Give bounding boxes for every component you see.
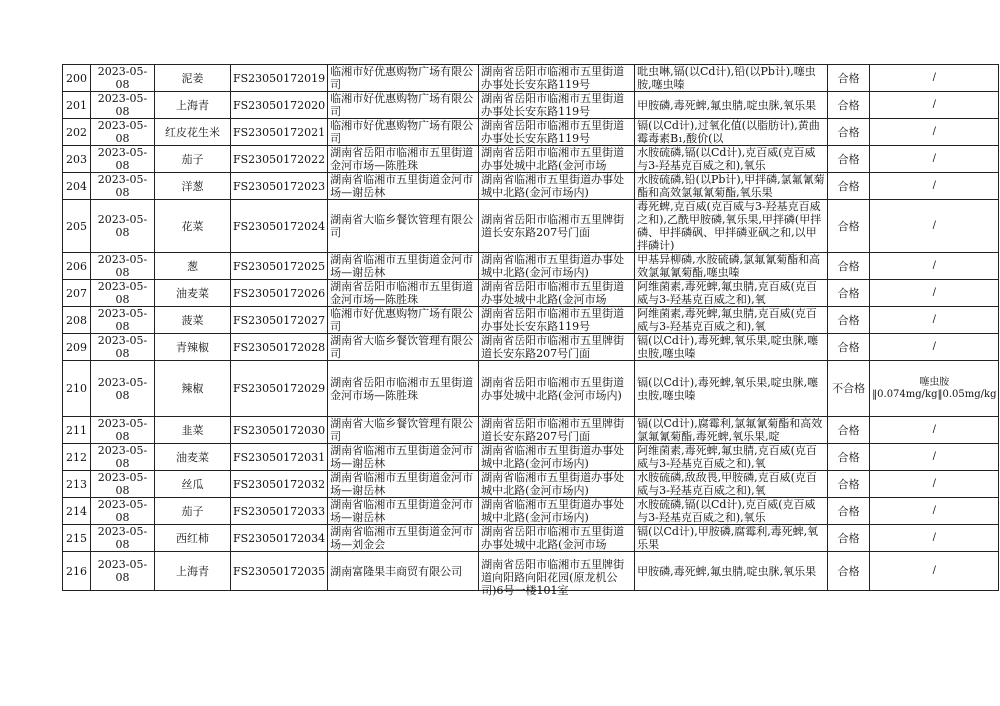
cell-address — [479, 146, 635, 173]
cell-supplier — [328, 361, 479, 417]
cell-supplier-text: 湖南省岳阳市临湘市五里街道金河市场—陈胜珠 — [330, 146, 474, 172]
cell-sample-code: FS23050172029 — [231, 361, 328, 417]
cell-test-items-text: 镉(以Cd计),过氧化值(以脂肪计),黄曲霉毒素B₁,酸价(以 — [637, 119, 820, 145]
cell-result: 合格 — [828, 200, 870, 253]
cell-test-items — [635, 65, 828, 92]
cell-sample-name: 泥姜 — [155, 65, 231, 92]
cell-remark: / — [870, 471, 999, 498]
cell-result: 合格 — [828, 498, 870, 525]
cell-address-text: 湖南省岳阳市临湘市五里牌街道长安东路207号门面 — [481, 334, 625, 360]
cell-number: 203 — [63, 146, 91, 173]
cell-sample-code: FS23050172031 — [231, 444, 328, 471]
cell-supplier — [328, 146, 479, 173]
cell-date: 2023-05-08 — [91, 65, 155, 92]
cell-result: 合格 — [828, 146, 870, 173]
cell-number: 215 — [63, 525, 91, 552]
cell-test-items-text: 水胺硫磷,敌敌畏,甲胺磷,克百威(克百威与3-羟基克百威之和),氧 — [637, 471, 817, 497]
cell-date: 2023-05-08 — [91, 92, 155, 119]
cell-remark: / — [870, 65, 999, 92]
cell-supplier — [328, 471, 479, 498]
cell-test-items — [635, 444, 828, 471]
cell-supplier — [328, 92, 479, 119]
cell-sample-code: FS23050172034 — [231, 525, 328, 552]
cell-date: 2023-05-08 — [91, 525, 155, 552]
table-row — [63, 200, 999, 253]
cell-supplier — [328, 552, 479, 591]
cell-sample-name: 花菜 — [155, 200, 231, 253]
cell-address-text: 湖南省临湘市五里街道办事处城中北路(金河市场内) — [481, 444, 625, 470]
cell-test-items — [635, 334, 828, 361]
cell-supplier — [328, 417, 479, 444]
cell-sample-code: FS23050172022 — [231, 146, 328, 173]
cell-result: 合格 — [828, 65, 870, 92]
table-row — [63, 307, 999, 334]
cell-supplier — [328, 253, 479, 280]
cell-supplier-text: 临湘市好优惠购物广场有限公司 — [330, 65, 474, 91]
cell-sample-code: FS23050172020 — [231, 92, 328, 119]
cell-address-text: 湖南省临湘市五里街道办事处城中北路(金河市场内) — [481, 471, 625, 497]
cell-sample-name: 西红柿 — [155, 525, 231, 552]
cell-sample-code: FS23050172025 — [231, 253, 328, 280]
cell-remark: 噻虫胺‖0.074mg/kg‖0.05mg/kg — [870, 361, 999, 417]
cell-sample-name: 辣椒 — [155, 361, 231, 417]
table-row — [63, 280, 999, 307]
cell-result: 合格 — [828, 525, 870, 552]
cell-sample-code: FS23050172027 — [231, 307, 328, 334]
cell-date: 2023-05-08 — [91, 417, 155, 444]
cell-test-items-text: 阿维菌素,毒死蜱,氟虫腈,克百威(克百威与3-羟基克百威之和),氧 — [637, 307, 817, 333]
cell-address-text: 湖南省临湘市五里街道办事处城中北路(金河市场内) — [481, 173, 625, 199]
cell-result: 合格 — [828, 280, 870, 307]
cell-sample-name: 青辣椒 — [155, 334, 231, 361]
cell-test-items-text: 阿维菌素,毒死蜱,氟虫腈,克百威(克百威与3-羟基克百威之和),氧 — [637, 444, 817, 470]
cell-test-items — [635, 200, 828, 253]
cell-remark: / — [870, 280, 999, 307]
cell-test-items-text: 吡虫啉,镉(以Cd计),铅(以Pb计),噻虫胺,噻虫嗪 — [637, 65, 816, 91]
cell-address — [479, 92, 635, 119]
cell-remark: / — [870, 119, 999, 146]
cell-result: 合格 — [828, 119, 870, 146]
table-row — [63, 552, 999, 591]
cell-test-items — [635, 146, 828, 173]
table-row — [63, 444, 999, 471]
cell-number: 208 — [63, 307, 91, 334]
cell-test-items-text: 水胺硫磷,铅(以Pb计),甲拌磷,氯氟氰菊酯和高效氯氟氰菊酯,氧乐果 — [637, 173, 825, 199]
table-row — [63, 498, 999, 525]
cell-sample-code: FS23050172019 — [231, 65, 328, 92]
cell-result: 合格 — [828, 417, 870, 444]
cell-sample-name: 上海青 — [155, 92, 231, 119]
cell-date: 2023-05-08 — [91, 552, 155, 591]
cell-address-text: 湖南省临湘市五里街道办事处城中北路(金河市场内) — [481, 498, 625, 524]
cell-address-text: 湖南省岳阳市临湘市五里街道办事处长安东路119号 — [481, 92, 625, 118]
cell-test-items — [635, 253, 828, 280]
cell-date: 2023-05-08 — [91, 280, 155, 307]
cell-supplier-text: 临湘市好优惠购物广场有限公司 — [330, 92, 474, 118]
cell-address-text: 湖南省岳阳市临湘市五里街道办事处城中北路(金河市场 — [481, 525, 625, 551]
cell-supplier — [328, 65, 479, 92]
cell-address-text: 湖南省岳阳市临湘市五里街道办事处城中北路(金河市场 — [481, 280, 625, 306]
cell-remark: / — [870, 146, 999, 173]
table-row — [63, 65, 999, 92]
cell-sample-name: 丝瓜 — [155, 471, 231, 498]
cell-sample-name: 洋葱 — [155, 173, 231, 200]
cell-result: 合格 — [828, 92, 870, 119]
cell-address-text: 湖南省岳阳市临湘市五里牌街道向阳路向阳花园(原龙机公司)6号一楼101室 — [481, 558, 625, 597]
cell-supplier-text: 湖南省临湘市五里街道金河市场—谢岳林 — [330, 498, 474, 524]
cell-remark: / — [870, 173, 999, 200]
cell-test-items-text: 甲胺磷,毒死蜱,氟虫腈,啶虫脒,氧乐果 — [637, 564, 817, 578]
cell-address — [479, 280, 635, 307]
cell-supplier — [328, 498, 479, 525]
cell-remark: / — [870, 253, 999, 280]
cell-number: 212 — [63, 444, 91, 471]
cell-test-items — [635, 525, 828, 552]
cell-number: 214 — [63, 498, 91, 525]
cell-test-items-text: 镉(以Cd计),毒死蜱,氧乐果,啶虫脒,噻虫胺,噻虫嗪 — [637, 334, 819, 360]
cell-date: 2023-05-08 — [91, 173, 155, 200]
cell-address — [479, 307, 635, 334]
cell-supplier-text: 湖南省临湘市五里街道金河市场—谢岳林 — [330, 471, 474, 497]
cell-supplier — [328, 280, 479, 307]
cell-address — [479, 498, 635, 525]
cell-supplier — [328, 307, 479, 334]
cell-number: 204 — [63, 173, 91, 200]
cell-number: 200 — [63, 65, 91, 92]
cell-sample-name: 茄子 — [155, 498, 231, 525]
cell-sample-code: FS23050172028 — [231, 334, 328, 361]
cell-test-items-text: 甲胺磷,毒死蜱,氟虫腈,啶虫脒,氧乐果 — [637, 98, 817, 112]
cell-number: 210 — [63, 361, 91, 417]
table-row — [63, 92, 999, 119]
cell-remark: / — [870, 417, 999, 444]
cell-date: 2023-05-08 — [91, 361, 155, 417]
cell-address-text: 湖南省岳阳市临湘市五里牌街道长安东路207号门面 — [481, 213, 625, 239]
cell-test-items — [635, 361, 828, 417]
cell-sample-name: 油麦菜 — [155, 280, 231, 307]
cell-address-text: 湖南省岳阳市临湘市五里街道办事处城中北路(金河市场 — [481, 146, 625, 172]
cell-sample-code: FS23050172026 — [231, 280, 328, 307]
cell-number: 207 — [63, 280, 91, 307]
cell-sample-code: FS23050172030 — [231, 417, 328, 444]
cell-result: 合格 — [828, 444, 870, 471]
cell-date: 2023-05-08 — [91, 119, 155, 146]
cell-number: 206 — [63, 253, 91, 280]
cell-sample-name: 油麦菜 — [155, 444, 231, 471]
cell-address — [479, 200, 635, 253]
cell-address — [479, 65, 635, 92]
cell-result: 不合格 — [828, 361, 870, 417]
cell-supplier — [328, 444, 479, 471]
table-row — [63, 119, 999, 146]
cell-test-items — [635, 92, 828, 119]
cell-supplier-text: 湖南省临湘市五里街道金河市场—刘金会 — [330, 525, 474, 551]
cell-remark: / — [870, 552, 999, 591]
cell-test-items — [635, 471, 828, 498]
cell-supplier-text: 湖南省大临乡餐饮管理有限公司 — [330, 417, 474, 443]
table-row — [63, 253, 999, 280]
cell-address-text: 湖南省岳阳市临湘市五里街道办事处长安东路119号 — [481, 307, 625, 333]
cell-remark: / — [870, 92, 999, 119]
cell-test-items — [635, 119, 828, 146]
cell-address — [479, 444, 635, 471]
table-body — [63, 65, 999, 597]
cell-result: 合格 — [828, 471, 870, 498]
cell-test-items-text: 阿维菌素,毒死蜱,氟虫腈,克百威(克百威与3-羟基克百威之和),氧 — [637, 280, 817, 306]
cell-result: 合格 — [828, 334, 870, 361]
cell-supplier-text: 湖南省临湘市五里街道金河市场—谢岳林 — [330, 444, 474, 470]
cell-sample-code: FS23050172021 — [231, 119, 328, 146]
cell-address — [479, 361, 635, 417]
cell-test-items — [635, 307, 828, 334]
cell-sample-code: FS23050172032 — [231, 471, 328, 498]
cell-supplier-text: 湖南省大临乡餐饮管理有限公司 — [330, 213, 474, 239]
cell-address — [479, 173, 635, 200]
cell-test-items — [635, 280, 828, 307]
cell-sample-name: 菠菜 — [155, 307, 231, 334]
cell-sample-name: 上海青 — [155, 552, 231, 591]
cell-test-items-text: 甲基异柳磷,水胺硫磷,氯氟氰菊酯和高效氯氟氰菊酯,噻虫嗪 — [637, 253, 821, 279]
cell-address-text: 湖南省岳阳市临湘市五里街道办事处长安东路119号 — [481, 65, 625, 91]
cell-supplier-text: 湖南省临湘市五里街道金河市场—谢岳林 — [330, 253, 474, 279]
cell-remark: / — [870, 334, 999, 361]
cell-number: 205 — [63, 200, 91, 253]
table-row — [63, 417, 999, 444]
cell-result: 合格 — [828, 173, 870, 200]
cell-sample-code: FS23050172024 — [231, 200, 328, 253]
cell-remark: / — [870, 444, 999, 471]
table-row — [63, 525, 999, 552]
cell-sample-name: 葱 — [155, 253, 231, 280]
sampling-results-table — [62, 64, 999, 597]
cell-supplier-text: 湖南省岳阳市临湘市五里街道金河市场—陈胜珠 — [330, 280, 474, 306]
cell-test-items-text: 水胺硫磷,镉(以Cd计),克百威(克百威与3-羟基克百威之和),氧乐 — [637, 498, 816, 524]
cell-test-items-text: 镉(以Cd计),腐霉利,氯氟氰菊酯和高效氯氟氰菊酯,毒死蜱,氧乐果,啶 — [637, 417, 823, 443]
cell-sample-name: 红皮花生米 — [155, 119, 231, 146]
cell-test-items-text: 镉(以Cd计),毒死蜱,氧乐果,啶虫脒,噻虫胺,噻虫嗪 — [637, 375, 819, 402]
cell-date: 2023-05-08 — [91, 200, 155, 253]
cell-result: 合格 — [828, 307, 870, 334]
cell-test-items — [635, 417, 828, 444]
cell-test-items — [635, 173, 828, 200]
cell-sample-name: 韭菜 — [155, 417, 231, 444]
cell-date: 2023-05-08 — [91, 307, 155, 334]
cell-date: 2023-05-08 — [91, 146, 155, 173]
cell-address — [479, 253, 635, 280]
cell-number: 202 — [63, 119, 91, 146]
cell-address — [479, 334, 635, 361]
cell-address — [479, 552, 635, 597]
cell-supplier-text: 临湘市好优惠购物广场有限公司 — [330, 119, 474, 145]
cell-number: 213 — [63, 471, 91, 498]
cell-sample-code: FS23050172023 — [231, 173, 328, 200]
cell-address — [479, 417, 635, 444]
cell-supplier-text: 湖南富隆果丰商贸有限公司 — [330, 564, 463, 578]
cell-address-text: 湖南省临湘市五里街道办事处城中北路(金河市场内) — [481, 253, 625, 279]
table-row — [63, 361, 999, 417]
cell-supplier — [328, 119, 479, 146]
cell-date: 2023-05-08 — [91, 498, 155, 525]
cell-number: 211 — [63, 417, 91, 444]
cell-result: 合格 — [828, 253, 870, 280]
cell-test-items — [635, 498, 828, 525]
cell-sample-code: FS23050172033 — [231, 498, 328, 525]
table-row — [63, 334, 999, 361]
cell-address — [479, 471, 635, 498]
cell-test-items-text: 毒死蜱,克百威(克百威与3-羟基克百威之和),乙酰甲胺磷,氧乐果,甲拌磷(甲拌磷、甲拌磷砜、甲拌磷亚砜之和,以甲拌磷计) — [637, 200, 822, 252]
cell-date: 2023-05-08 — [91, 471, 155, 498]
table-row — [63, 471, 999, 498]
cell-result: 合格 — [828, 552, 870, 591]
cell-date: 2023-05-08 — [91, 334, 155, 361]
cell-remark: / — [870, 307, 999, 334]
cell-address — [479, 525, 635, 552]
cell-remark: / — [870, 498, 999, 525]
cell-supplier-text: 湖南省临湘市五里街道金河市场—谢岳林 — [330, 173, 474, 199]
table-row — [63, 146, 999, 173]
cell-number: 201 — [63, 92, 91, 119]
cell-supplier — [328, 334, 479, 361]
cell-supplier-text: 湖南省大临乡餐饮管理有限公司 — [330, 334, 474, 360]
table-row — [63, 173, 999, 200]
cell-supplier — [328, 200, 479, 253]
cell-number: 209 — [63, 334, 91, 361]
cell-test-items-text: 镉(以Cd计),甲胺磷,腐霉利,毒死蜱,氧乐果 — [637, 525, 819, 551]
cell-sample-code: FS23050172035 — [231, 552, 328, 591]
cell-remark: / — [870, 200, 999, 253]
cell-test-items-text: 水胺硫磷,镉(以Cd计),克百威(克百威与3-羟基克百威之和),氧乐 — [637, 146, 816, 172]
cell-sample-name: 茄子 — [155, 146, 231, 173]
cell-supplier — [328, 173, 479, 200]
cell-number: 216 — [63, 552, 91, 591]
cell-date: 2023-05-08 — [91, 444, 155, 471]
cell-address — [479, 119, 635, 146]
cell-supplier-text: 临湘市好优惠购物广场有限公司 — [330, 307, 474, 333]
cell-remark: / — [870, 525, 999, 552]
cell-supplier — [328, 525, 479, 552]
cell-date: 2023-05-08 — [91, 253, 155, 280]
cell-test-items — [635, 552, 828, 591]
cell-address-text: 湖南省岳阳市临湘市五里牌街道长安东路207号门面 — [481, 417, 625, 443]
cell-supplier-text: 湖南省岳阳市临湘市五里街道金河市场—陈胜珠 — [330, 375, 474, 402]
cell-address-text: 湖南省岳阳市临湘市五里街道办事处长安东路119号 — [481, 119, 625, 145]
cell-address-text: 湖南省岳阳市临湘市五里街道办事处城中北路(金河市场内) — [481, 375, 625, 402]
